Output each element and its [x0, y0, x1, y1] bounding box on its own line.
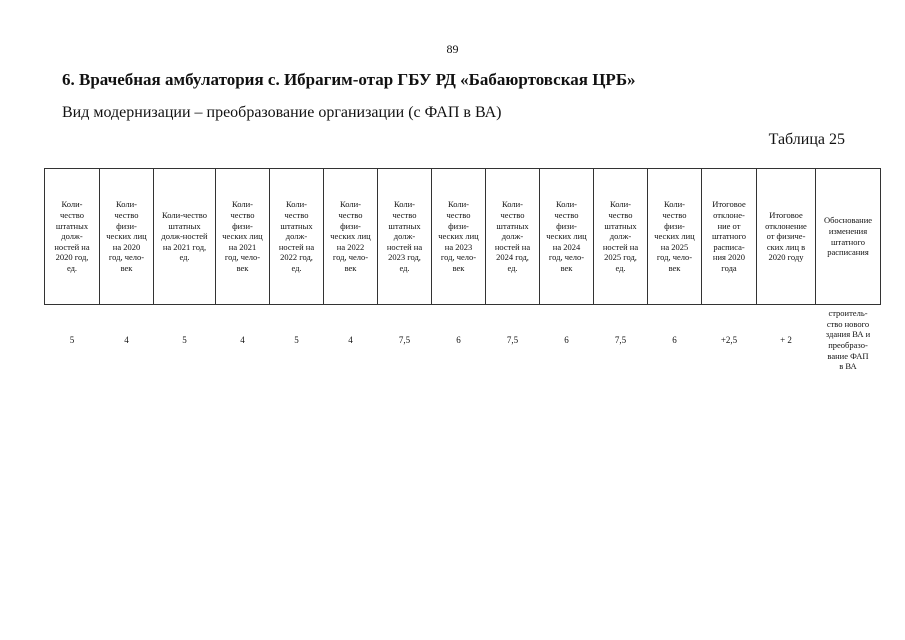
cell-staff-2023: 7,5: [398, 334, 411, 345]
cell-persons-2025: 6: [672, 334, 677, 345]
col-header-persons-2023: Коли- чество физи- ческих лиц на 2023 год, чело- век: [432, 169, 486, 305]
cell-persons-2020: 4: [124, 334, 129, 345]
table-label: Таблица 25: [768, 131, 845, 148]
col-header-staff-2021: Коли-чество штатных долж-ностей на 2021 год, ед.: [154, 169, 216, 305]
col-header-persons-2025: Коли- чество физи- ческих лиц на 2025 год, чело- век: [648, 169, 702, 305]
section-heading: 6. Врачебная амбулатория с. Ибрагим-отар ГБУ РД «Бабаюртовская ЦРБ»: [62, 70, 636, 89]
col-header-staff-deviation: Итоговое отклоне- ние от штатного расписа- ния 2020 года: [702, 169, 757, 305]
cell-staff-2024: 7,5: [506, 334, 519, 345]
col-header-staff-2023: Коли- чество штатных долж- ностей на 2023 год, ед.: [378, 169, 432, 305]
col-header-persons-2024: Коли- чество физи- ческих лиц на 2024 год, чело- век: [540, 169, 594, 305]
cell-persons-2023: 6: [456, 334, 461, 345]
col-header-staff-2020: Коли- чество штатных долж- ностей на 2020 год, ед.: [45, 169, 100, 305]
col-header-persons-deviation: Итоговое отклонение от физиче- ских лиц в 2020 году: [757, 169, 816, 305]
table-header-row: [45, 169, 881, 305]
cell-persons-2021: 4: [240, 334, 245, 345]
col-header-staff-2024: Коли- чество штатных долж- ностей на 2024 год, ед.: [486, 169, 540, 305]
table-row: [45, 305, 881, 373]
cell-justification: строитель- ство нового здания ВА и преобразо- вание ФАП в ВА: [825, 308, 871, 372]
cell-staff-deviation: +2,5: [720, 334, 738, 345]
staffing-table: [44, 168, 881, 373]
cell-persons-2022: 4: [348, 334, 353, 345]
cell-staff-2022: 5: [294, 334, 299, 345]
cell-staff-2020: 5: [69, 334, 75, 345]
cell-staff-2025: 7,5: [614, 334, 627, 345]
col-header-persons-2022: Коли- чество физи- ческих лиц на 2022 год, чело- век: [324, 169, 378, 305]
cell-persons-2024: 6: [564, 334, 569, 345]
cell-staff-2021: 5: [182, 334, 187, 345]
col-header-persons-2020: Коли- чество физи- ческих лиц на 2020 год, чело- век: [100, 169, 154, 305]
col-header-persons-2021: Коли- чество физи- ческих лиц на 2021 год, чело- век: [216, 169, 270, 305]
cell-persons-deviation: + 2: [780, 334, 792, 345]
page-number: 89: [446, 42, 459, 56]
col-header-staff-2022: Коли- чество штатных долж- ностей на 2022 год, ед.: [270, 169, 324, 305]
modernization-type: Вид модернизации – преобразование организации (с ФАП в ВА): [62, 104, 502, 121]
col-header-staff-2025: Коли- чество штатных долж- ностей на 2025 год, ед.: [594, 169, 648, 305]
col-header-justification: Обоснование изменения штатного расписания: [816, 169, 881, 305]
